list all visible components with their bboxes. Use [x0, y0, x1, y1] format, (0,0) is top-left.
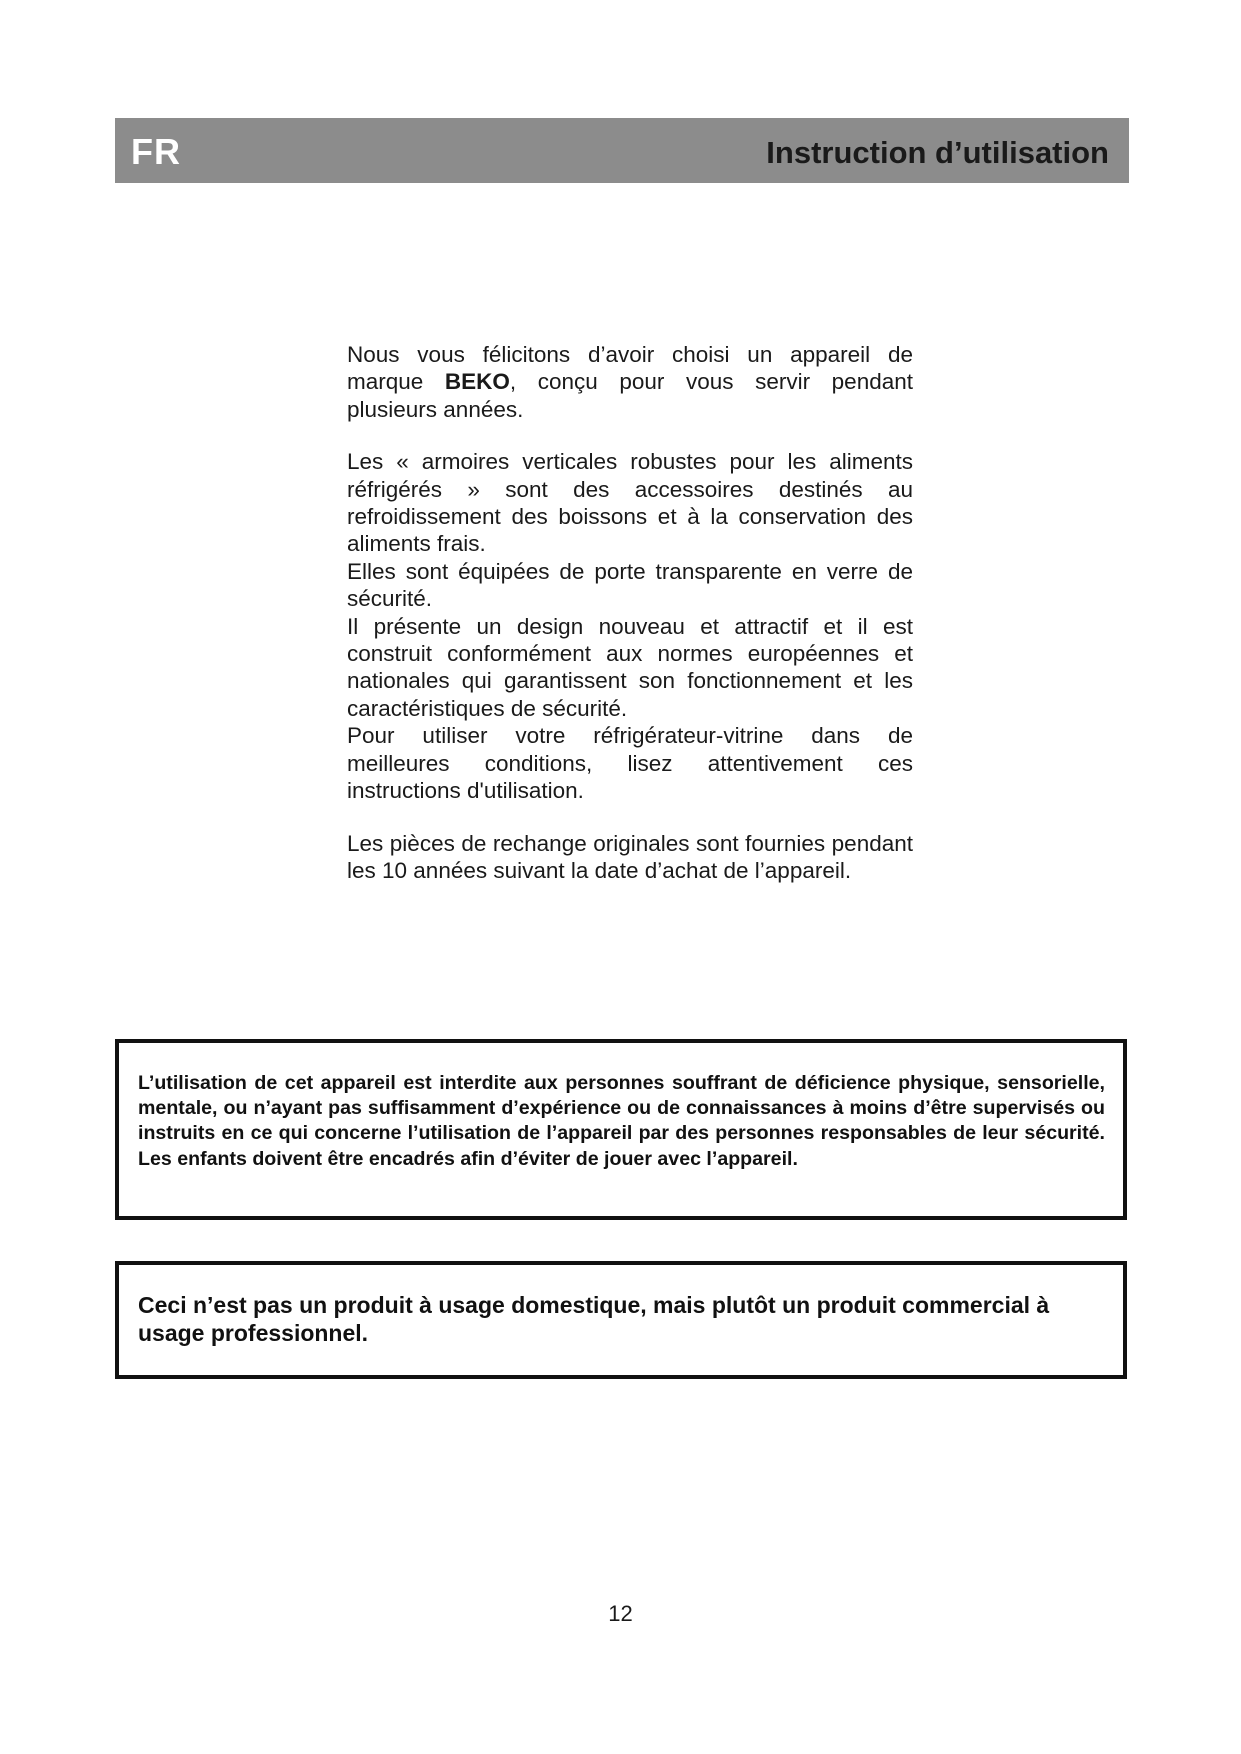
intro-paragraph-1	[347, 341, 913, 423]
header-bar	[115, 118, 1129, 183]
safety-warning-box	[115, 1039, 1127, 1220]
safety-warning-text: L’utilisation de cet appareil est interdite aux personnes souffrant de déficience physique, sensorielle, mentale, ou n’ayant pas suffisamment d’expérience ou de connaissances à moins d’être supervisés ou instruits en ce qui concerne l’utilisation de l’appareil par des personnes responsables de leur sécurité. Les enfants doivent être encadrés afin d’éviter de jouer avec l’appareil.	[138, 1072, 1105, 1170]
intro-p1-end: , conçu pour vous servir pendant plusieurs années.	[347, 369, 913, 422]
page-title: Instruction d’utilisation	[766, 135, 1109, 170]
intro-paragraph-5: Pour utiliser votre réfrigérateur-vitrine dans de meilleures conditions, lisez attentivement ces instructions d'utilisation.	[347, 723, 913, 804]
intro-paragraph-3: Elles sont équipées de porte transparente en verre de sécurité.	[347, 558, 913, 612]
intro-paragraph-2: Les « armoires verticales robustes pour les aliments réfrigérés » sont des accessoires destinés au refroidissement des boissons et à la conservation des aliments frais.	[347, 449, 913, 557]
language-code: FR	[131, 131, 181, 172]
brand-name: BEKO	[444, 369, 510, 395]
commercial-use-notice-box	[115, 1261, 1127, 1379]
intro-paragraph-6: Les pièces de rechange originales sont fournies pendant les 10 années suivant la date d’achat de l’appareil.	[347, 830, 913, 883]
intro-p1-start: Nous vous félicitons d’avoir choisi un appareil de marque	[347, 342, 913, 395]
intro-paragraph-4: Il présente un design nouveau et attractif et il est construit conformément aux normes européennes et nationales qui garantissent son fonctionnement et les caractéristiques de sécurité.	[347, 613, 913, 721]
page-number: 12	[608, 1601, 633, 1626]
intro-text	[347, 341, 913, 884]
commercial-use-notice-text: Ceci n’est pas un produit à usage domestique, mais plutôt un produit commercial à usage professionnel.	[138, 1292, 1050, 1346]
